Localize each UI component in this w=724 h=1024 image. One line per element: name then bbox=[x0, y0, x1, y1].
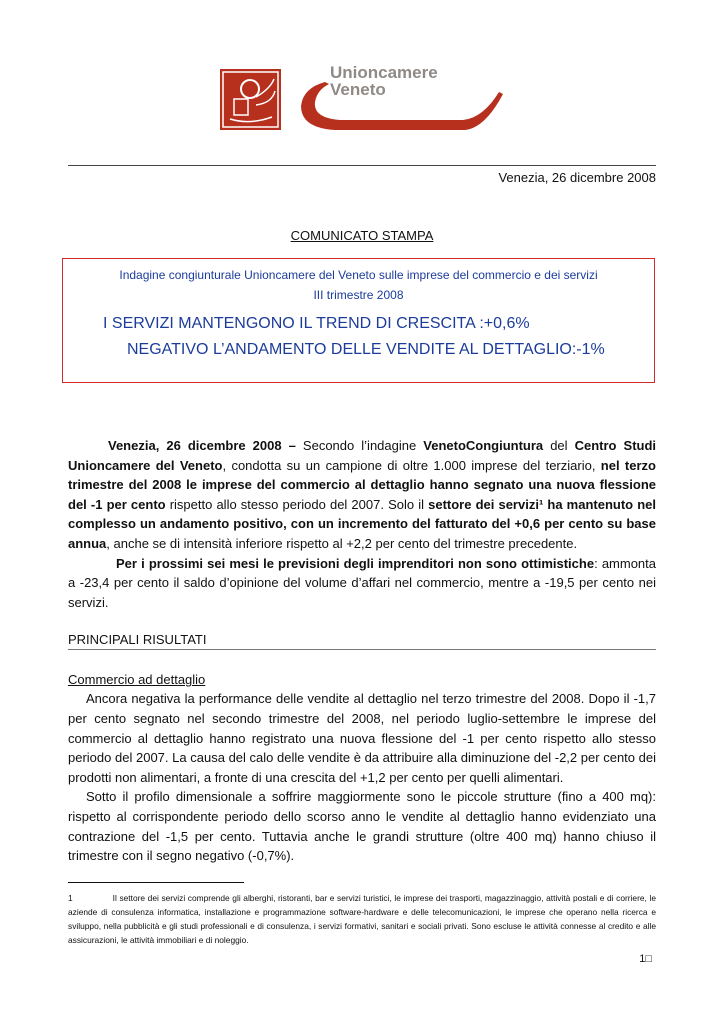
text-segment: settore dei servizi¹ ha mantenuto nel complesso un andamento positivo, con un incremento del fatturato del +0,6 per cento su base annua bbox=[68, 496, 657, 551]
headline-services: I SERVIZI MANTENGONO IL TREND DI CRESCITA :+0,6% bbox=[103, 315, 530, 332]
subsection-title: Commercio ad dettaglio bbox=[68, 672, 206, 688]
document-date: Venezia, 26 dicembre 2008 bbox=[498, 170, 656, 185]
text-segment: Venezia, 26 dicembre 2008 – bbox=[108, 438, 303, 453]
logo-swoosh-icon bbox=[295, 80, 505, 135]
footnote bbox=[68, 891, 656, 947]
text-segment: nel terzo trimestre del 2008 le imprese del commercio al dettaglio hanno segnato una nuova flessione del -1 per cento bbox=[68, 457, 656, 512]
page-number: 1□ bbox=[639, 953, 652, 965]
text-segment: rispetto allo stesso periodo del 2007. Solo il bbox=[165, 496, 429, 512]
intro-paragraph bbox=[68, 436, 656, 554]
section-title: PRINCIPALI RISULTATI bbox=[68, 632, 207, 648]
headline-retail: NEGATIVO L’ANDAMENTO DELLE VENDITE AL DETTAGLIO:-1% bbox=[127, 341, 605, 358]
footnote-divider bbox=[68, 882, 244, 883]
footnote-number: 1 bbox=[68, 893, 73, 903]
text-segment: VenetoCongiuntura bbox=[423, 438, 544, 453]
text-segment: del bbox=[543, 438, 575, 453]
header-divider bbox=[68, 165, 656, 166]
body-content bbox=[68, 436, 656, 866]
logo-line-2: Veneto bbox=[330, 80, 386, 99]
survey-subtitle: Indagine congiunturale Unioncamere del Veneto sulle imprese del commercio e dei servizi bbox=[119, 268, 598, 282]
lion-of-st-mark-logo-icon bbox=[220, 69, 281, 130]
text-segment: Centro Studi Unioncamere del Veneto bbox=[68, 438, 657, 473]
text-segment: , anche se di intensità inferiore rispetto al +2,2 per cento del trimestre precedente. bbox=[106, 535, 578, 551]
forecast-paragraph bbox=[68, 554, 656, 613]
headline-box bbox=[62, 258, 655, 383]
section-divider bbox=[68, 649, 656, 650]
text-segment: , condotta su un campione di oltre 1.000 imprese del terziario, bbox=[222, 457, 601, 473]
quarter-subtitle: III trimestre 2008 bbox=[313, 288, 404, 302]
document-type-title: COMUNICATO STAMPA bbox=[290, 228, 434, 243]
retail-paragraph-2: Sotto il profilo dimensionale a soffrire maggiormente sono le piccole strutture (fino a 400 mq): rispetto al corrispondente periodo dello scorso anno le vendite al dettaglio hanno evidenziato una contrazione del -1,5 per cento. Tuttavia anche le grandi strutture (oltre 400 mq) hanno chiuso il trimestre con il segno negativo (-0,7%). bbox=[68, 789, 656, 864]
logo-line-1: Unioncamere bbox=[330, 63, 438, 82]
text-segment: Per i prossimi sei mesi le previsioni degli imprenditori non sono ottimistiche bbox=[116, 555, 595, 571]
footer bbox=[68, 882, 656, 965]
text-segment: Secondo l’indagine bbox=[302, 438, 424, 453]
text-segment: : ammonta a -23,4 per cento il saldo d’opinione del volume d’affari nel commercio, mentre a -19,5 per cento nei servizi. bbox=[68, 555, 657, 610]
footnote-text: Il settore dei servizi comprende gli alberghi, ristoranti, bar e servizi turistici, le imprese dei trasporti, magazzinaggio, attività postali e di corriere, le aziende di consulenza informatica, installazione e programmazione software-hardware e delle telecomunicazioni, le imprese che operano nella ricerca e sviluppo, nella pubblicità e gli studi professionali e di consulenza, i servizi formativi, sanitari e sociali privati. Sono escluse le attività connesse al credito e alle assicurazioni, le attività immobiliari e di noleggio. bbox=[68, 893, 656, 945]
retail-paragraph-1: Ancora negativa la performance delle vendite al dettaglio nel terzo trimestre del 2008. Dopo il -1,7 per cento segnato nel secondo trimestre del 2008, nel periodo luglio-settembre le imprese del commercio al dettaglio hanno registrato una nuova flessione del -1 per cento rispetto allo stesso periodo del 2007. La causa del calo delle vendite è da attribuire alla diminuzione del -2,2 per cento dei prodotti non alimentari, a fronte di una crescita del +1,2 per cento per quelli alimentari. bbox=[68, 691, 656, 785]
